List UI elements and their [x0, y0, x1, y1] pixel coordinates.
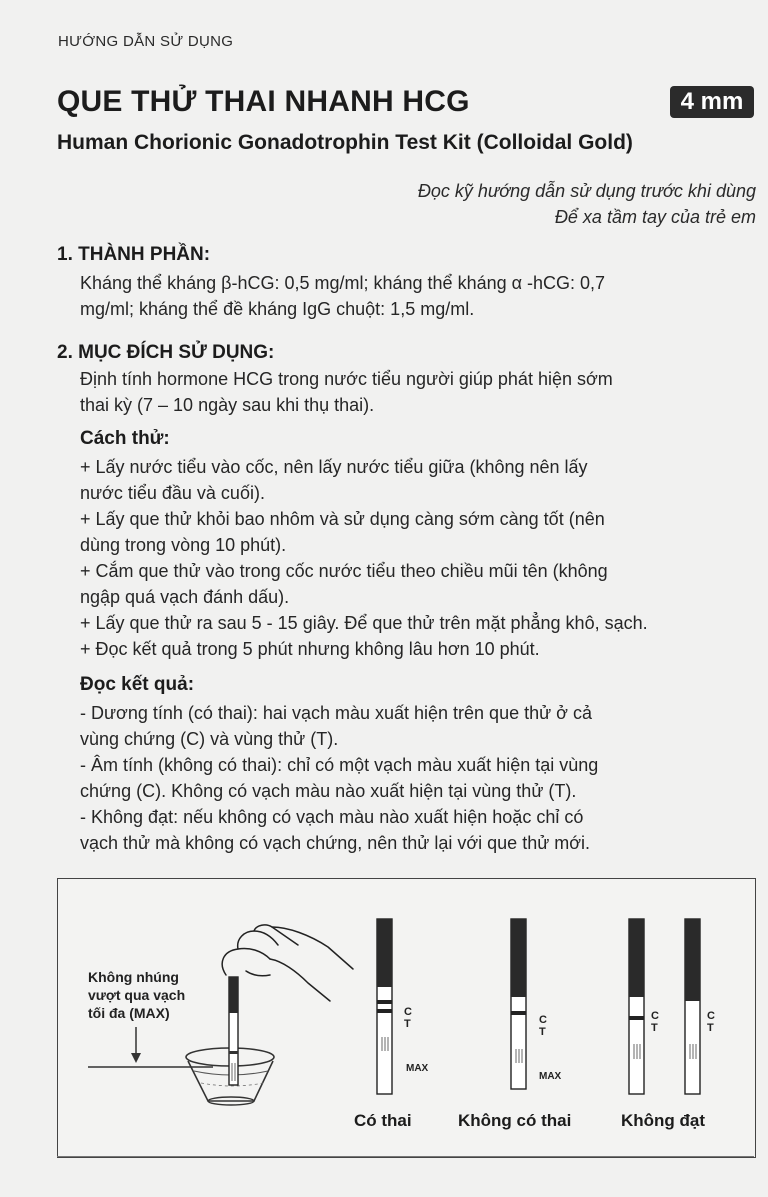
text-line: dùng trong vòng 10 phút). [80, 535, 287, 555]
keep-away-note: Để xa tầm tay của trẻ em [554, 207, 756, 227]
size-badge: 4 mm [670, 86, 754, 118]
text-line: - Dương tính (có thai): hai vạch màu xuất hiện trên que thử ở cả [80, 703, 592, 723]
test-label: T [707, 1022, 714, 1034]
hand-icon [222, 925, 353, 1001]
control-label: C [539, 1014, 547, 1026]
text-line: Kháng thể kháng β-hCG: 0,5 mg/ml; kháng thể kháng α -hCG: 0,7 [80, 273, 606, 293]
test-label: T [404, 1018, 411, 1030]
read-instructions-note: Đọc kỹ hướng dẫn sử dụng trước khi dùng [417, 181, 756, 201]
max-label: MAX [539, 1071, 562, 1082]
text-line: - Âm tính (không có thai): chỉ có một vạch màu xuất hiện tại vùng [80, 755, 599, 775]
bottom-divider [57, 1156, 754, 1157]
document-eyebrow: HƯỚNG DẪN SỬ DỤNG [58, 33, 234, 50]
method-text [80, 454, 760, 662]
text-line: + Lấy que thử ra sau 5 - 15 giây. Để que thử trên mặt phẳng khô, sạch. [80, 613, 648, 633]
section-heading-composition: 1. THÀNH PHẦN: [57, 244, 211, 265]
product-title: QUE THỬ THAI NHANH HCG [57, 85, 470, 118]
composition-text [80, 270, 760, 322]
text-line: vùng chứng (C) và vùng thử (T). [80, 729, 339, 749]
text-line: + Đọc kết quả trong 5 phút nhưng không lâu hơn 10 phút. [80, 639, 540, 659]
text-line: - Không đạt: nếu không có vạch màu nào xuất hiện hoặc chỉ có [80, 807, 584, 827]
control-label: C [707, 1010, 715, 1022]
text-line: vạch thử mà không có vạch chứng, nên thử lại với que thử mới. [80, 833, 591, 853]
warning-line: vượt qua vạch [88, 987, 186, 1003]
strip-invalid-no-lines-icon [685, 919, 700, 1094]
caption-invalid: Không đạt [621, 1111, 706, 1130]
control-label: C [404, 1006, 412, 1018]
method-heading: Cách thử: [80, 428, 170, 449]
strip-invalid-test-only-icon [629, 919, 644, 1094]
test-label: T [651, 1022, 658, 1034]
text-line: mg/ml; kháng thể đề kháng IgG chuột: 1,5 mg/ml. [80, 299, 475, 319]
text-line: + Cắm que thử vào trong cốc nước tiểu theo chiều mũi tên (không [80, 561, 608, 581]
purpose-text [80, 366, 760, 418]
text-line: + Lấy que thử khỏi bao nhôm và sử dụng càng sớm càng tốt (nên [80, 509, 605, 529]
product-subtitle: Human Chorionic Gonadotrophin Test Kit (Colloidal Gold) [57, 131, 633, 154]
section-heading-purpose: 2. MỤC ĐÍCH SỬ DỤNG: [57, 342, 275, 363]
strip-negative-icon [511, 919, 526, 1089]
text-line: + Lấy nước tiểu vào cốc, nên lấy nước tiểu giữa (không nên lấy [80, 457, 588, 477]
text-line: nước tiểu đầu và cuối). [80, 483, 265, 503]
strip-positive-icon [377, 919, 392, 1094]
caption-negative: Không có thai [458, 1111, 572, 1130]
test-label: T [539, 1026, 546, 1038]
result-heading: Đọc kết quả: [80, 674, 195, 695]
down-arrow-icon [131, 1027, 141, 1063]
warning-line: tối đa (MAX) [88, 1005, 170, 1021]
control-label: C [651, 1010, 659, 1022]
text-line: chứng (C). Không có vạch màu nào xuất hiện tại vùng thử (T). [80, 781, 577, 801]
max-label: MAX [406, 1063, 429, 1074]
text-line: thai kỳ (7 – 10 ngày sau khi thụ thai). [80, 395, 375, 415]
caption-positive: Có thai [354, 1111, 412, 1130]
text-line: ngập quá vạch đánh dấu). [80, 587, 290, 607]
text-line: Định tính hormone HCG trong nước tiểu người giúp phát hiện sớm [80, 369, 613, 389]
warning-line: Không nhúng [88, 969, 179, 985]
result-text [80, 700, 760, 856]
dipping-strip-icon [229, 977, 238, 1085]
